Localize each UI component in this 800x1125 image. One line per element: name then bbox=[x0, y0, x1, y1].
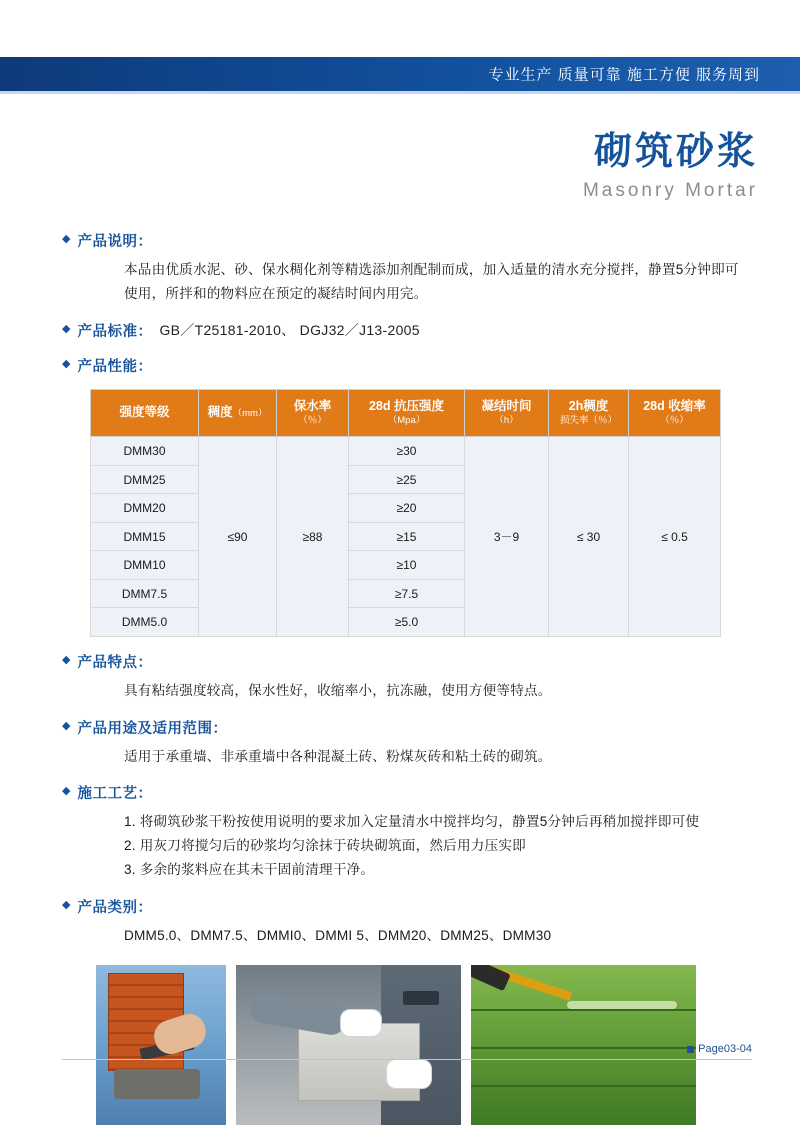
title-block bbox=[583, 130, 758, 202]
cell-strength: ≥10 bbox=[349, 551, 465, 580]
section-performance bbox=[62, 355, 752, 637]
cell-grade: DMM7.5 bbox=[91, 579, 199, 608]
category-text: DMM5.0、DMM7.5、DMMI0、DMMI 5、DMM20、DMM25、DMM30 bbox=[124, 927, 552, 943]
section-performance-label: 产品性能： bbox=[77, 358, 153, 375]
cell-consistency: ≤90 bbox=[199, 437, 277, 637]
uniform-patch-shape bbox=[403, 991, 439, 1005]
section-performance-head bbox=[62, 355, 752, 376]
cell-strength: ≥25 bbox=[349, 465, 465, 494]
page-number-label: Page03-04 bbox=[698, 1043, 752, 1055]
diamond-bullet-icon: ◆ bbox=[62, 233, 71, 245]
diamond-bullet-icon: ◆ bbox=[62, 653, 71, 666]
mortar-shape bbox=[114, 1069, 200, 1099]
table-header-row bbox=[91, 389, 721, 437]
section-features-head bbox=[62, 651, 752, 672]
cell-grade: DMM30 bbox=[91, 437, 199, 466]
th-consistency-loss: 2h稠度 损失率（％） bbox=[549, 389, 629, 437]
cell-strength: ≥20 bbox=[349, 494, 465, 523]
th-compressive-strength: 28d 抗压强度 （Mpa） bbox=[349, 389, 465, 437]
cell-setting-time: 3－9 bbox=[465, 437, 549, 637]
footer-divider bbox=[62, 1059, 752, 1060]
section-standard-value: GB／T25181-2010、 DGJ32／J13-2005 bbox=[159, 322, 420, 339]
th-setting-time: 凝结时间 （h） bbox=[465, 389, 549, 437]
process-line: 3. 多余的浆料应在其未干固前清理干净。 bbox=[124, 861, 375, 877]
header-slogan: 专业生产 质量可靠 施工方便 服务周到 bbox=[488, 66, 760, 84]
section-process-label: 施工工艺： bbox=[77, 786, 153, 803]
section-category-head bbox=[62, 896, 752, 917]
cell-shrinkage: ≤ 0.5 bbox=[629, 437, 721, 637]
cell-strength: ≥15 bbox=[349, 522, 465, 551]
diamond-bullet-icon: ◆ bbox=[62, 357, 71, 370]
header-band bbox=[0, 57, 800, 91]
section-category bbox=[62, 896, 752, 948]
header-divider bbox=[0, 91, 800, 94]
description-text: 本品由优质水泥、砂、保水稠化剂等精选添加剂配制而成，加入适量的清水充分搅拌，静置5分钟即可使用，所拌和的物料应在预定的凝结时间内用完。 bbox=[124, 262, 739, 301]
table-row bbox=[91, 437, 721, 466]
cell-grade: DMM5.0 bbox=[91, 608, 199, 637]
photo-strip bbox=[96, 965, 752, 1125]
diamond-bullet-icon: ◆ bbox=[62, 898, 71, 911]
usage-text: 适用于承重墙、非承重墙中各种混凝土砖、粉煤灰砖和粘土砖的砌筑。 bbox=[124, 748, 552, 764]
section-process-body bbox=[124, 810, 752, 881]
cell-strength: ≥30 bbox=[349, 437, 465, 466]
section-description-label: 产品说明： bbox=[77, 234, 153, 250]
diamond-bullet-icon: ◆ bbox=[62, 785, 71, 798]
section-features-body bbox=[124, 679, 752, 703]
features-text: 具有粘结强度较高，保水性好，收缩率小，抗冻融，使用方便等特点。 bbox=[124, 682, 552, 698]
section-usage-label: 产品用途及适用范围： bbox=[77, 720, 228, 737]
th-grade: 强度等级 bbox=[91, 389, 199, 437]
th-shrinkage: 28d 收缩率 （％） bbox=[629, 389, 721, 437]
photo-worker-block bbox=[236, 965, 461, 1125]
photo-laying-brick bbox=[96, 965, 226, 1125]
square-bullet-icon bbox=[687, 1046, 694, 1053]
content-area bbox=[62, 216, 752, 1125]
cell-water-retention: ≥88 bbox=[277, 437, 349, 637]
diamond-bullet-icon: ◆ bbox=[62, 719, 71, 732]
performance-table bbox=[90, 389, 721, 637]
cell-consistency-loss: ≤ 30 bbox=[549, 437, 629, 637]
cell-grade: DMM20 bbox=[91, 494, 199, 523]
block-row-line bbox=[471, 1009, 696, 1041]
section-features-label: 产品特点： bbox=[77, 654, 153, 671]
cell-grade: DMM10 bbox=[91, 551, 199, 580]
section-category-body bbox=[124, 924, 752, 948]
page-subtitle: Masonry Mortar bbox=[582, 179, 758, 201]
table-body bbox=[91, 437, 721, 637]
cell-strength: ≥5.0 bbox=[349, 608, 465, 637]
glove-shape bbox=[386, 1059, 432, 1089]
process-line: 2. 用灰刀将搅匀后的砂浆均匀涂抹于砖块砌筑面，然后用力压实即 bbox=[124, 838, 526, 854]
process-line: 1. 将砌筑砂浆干粉按使用说明的要求加入定量清水中搅拌均匀，静置5分钟后再稍加搅拌即可使 bbox=[124, 814, 700, 830]
section-usage-head bbox=[62, 717, 752, 738]
spray-shape bbox=[567, 1001, 677, 1009]
photo-spraying-blocks bbox=[471, 965, 696, 1125]
glove-shape bbox=[340, 1009, 382, 1037]
cell-grade: DMM25 bbox=[91, 465, 199, 494]
section-description-body bbox=[124, 258, 752, 306]
section-description bbox=[62, 230, 752, 306]
section-standard bbox=[62, 320, 752, 341]
section-standard-head bbox=[62, 320, 752, 341]
page-title: 砌筑砂浆 bbox=[593, 129, 758, 173]
section-usage bbox=[62, 717, 752, 769]
section-usage-body bbox=[124, 745, 752, 769]
section-features bbox=[62, 651, 752, 703]
performance-table-wrap bbox=[90, 389, 720, 637]
section-process-head bbox=[62, 782, 752, 803]
block-row-line bbox=[471, 1047, 696, 1079]
section-standard-label: 产品标准： bbox=[77, 323, 153, 340]
section-process bbox=[62, 782, 752, 881]
cell-strength: ≥7.5 bbox=[349, 579, 465, 608]
block-row-line bbox=[471, 1085, 696, 1117]
th-consistency: 稠度（mm） bbox=[199, 389, 277, 437]
th-water-retention: 保水率 （％） bbox=[277, 389, 349, 437]
section-description-head bbox=[62, 230, 752, 251]
diamond-bullet-icon: ◆ bbox=[62, 322, 71, 335]
section-category-label: 产品类别： bbox=[77, 899, 153, 916]
cell-grade: DMM15 bbox=[91, 522, 199, 551]
page-number bbox=[687, 1043, 752, 1055]
